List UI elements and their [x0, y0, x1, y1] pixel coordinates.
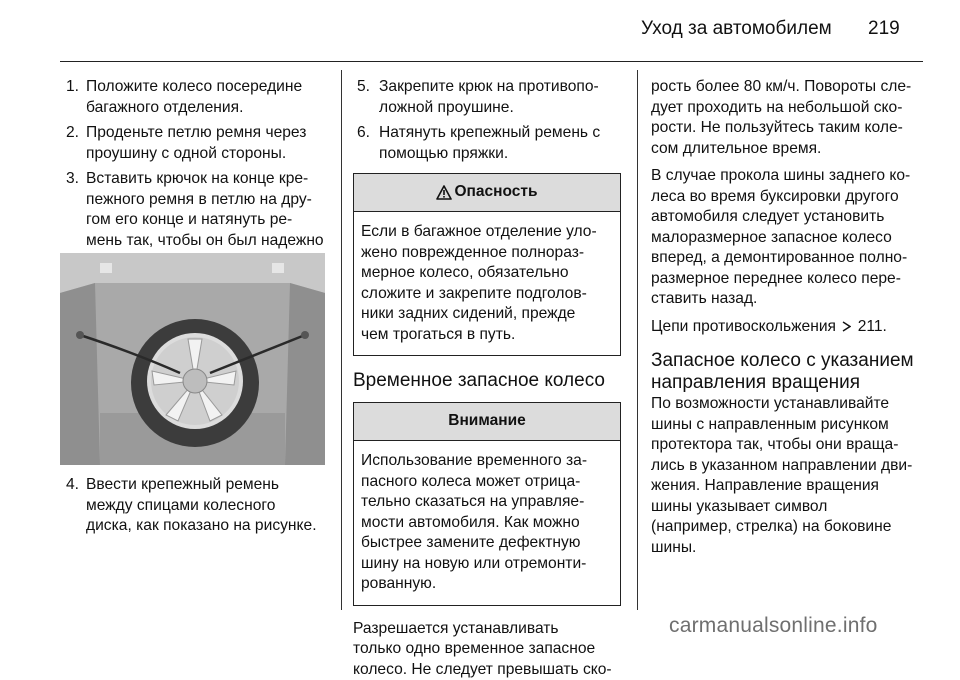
step-2 — [60, 123, 330, 164]
step-4 — [60, 475, 330, 537]
step-line: помощью пряжки. — [379, 144, 621, 165]
paragraph-line: В случае прокола шины заднего ко- — [651, 166, 923, 187]
step-line: мень так, чтобы он был надежно — [86, 231, 330, 252]
watermark: carmanualsonline.info — [669, 614, 878, 638]
box-line: рованную. — [361, 574, 613, 595]
trim-clip — [100, 263, 112, 273]
step-line: Натянуть крепежный ремень с — [379, 123, 621, 144]
step-line: Ввести крепежный ремень — [86, 475, 330, 496]
box-line: жено поврежденное полнораз- — [361, 243, 613, 264]
paragraph-line: шины. — [651, 538, 923, 559]
box-line: мерное колесо, обязательно — [361, 263, 613, 284]
box-line: Если в багажное отделение уло- — [361, 222, 613, 243]
box-line: чем трогаться в путь. — [361, 325, 613, 346]
step-number: 3. — [66, 169, 79, 190]
heading-line: направления вращения — [651, 372, 923, 394]
page-title: Уход за автомобилем — [641, 18, 832, 40]
paragraph-line: леса во время буксировки другого — [651, 187, 923, 208]
danger-box-header — [354, 174, 620, 212]
column-1-lower — [60, 475, 330, 537]
step-line: Закрепите крюк на противопо- — [379, 77, 621, 98]
speed-paragraph — [651, 77, 923, 159]
step-6 — [353, 123, 621, 164]
crossref-text: Цепи противоскольжения — [651, 318, 836, 335]
heading-line: Запасное колесо с указанием — [651, 350, 923, 372]
section-heading-directional-spare — [651, 350, 923, 394]
trunk-right-wall — [285, 283, 325, 465]
column-divider-1 — [341, 70, 342, 610]
step-line: Проденьте петлю ремня через — [86, 123, 330, 144]
paragraph-line: ставить назад. — [651, 289, 923, 310]
column-3 — [651, 77, 923, 558]
box-line: ники задних сидений, прежде — [361, 304, 613, 325]
paragraph-line: рость более 80 км/ч. Повороты сле- — [651, 77, 923, 98]
column-1 — [60, 77, 330, 272]
box-line: мости автомобиля. Как можно — [361, 513, 613, 534]
step-line: между спицами колесного — [86, 496, 330, 517]
directional-tyres-paragraph — [651, 394, 923, 558]
paragraph-line: протектора так, чтобы они враща- — [651, 435, 923, 456]
paragraph-line: Разрешается устанавливать — [353, 619, 621, 640]
caution-box-body — [354, 441, 620, 605]
caution-box — [353, 402, 621, 606]
paragraph-line: вперед, а демонтированное полно- — [651, 248, 923, 269]
step-line: проушину с одной стороны. — [86, 144, 330, 165]
step-number: 6. — [357, 123, 370, 144]
step-line: пежного ремня в петлю на дру- — [86, 190, 330, 211]
column-divider-2 — [637, 70, 638, 610]
paragraph-line: шины указывает символ — [651, 497, 923, 518]
warning-triangle-icon — [436, 185, 452, 200]
step-line: Вставить крючок на конце кре- — [86, 169, 330, 190]
box-line: сложите и закрепите подголов- — [361, 284, 613, 305]
box-line: шину на новую или отремонти- — [361, 554, 613, 575]
temporary-spare-paragraph — [353, 619, 621, 680]
step-line: диска, как показано на рисунке. — [86, 516, 330, 537]
paragraph-line: жения. Направление вращения — [651, 476, 923, 497]
snow-chains-crossref[interactable] — [651, 317, 923, 338]
arrow-reference-icon — [842, 321, 851, 332]
step-number: 1. — [66, 77, 79, 98]
paragraph-line: автомобиля следует установить — [651, 207, 923, 228]
lashing-eye — [76, 331, 84, 339]
box-line: Использование временного за- — [361, 451, 613, 472]
danger-box-body — [354, 212, 620, 355]
paragraph-line: только одно временное запасное — [353, 639, 621, 660]
paragraph-line: сом длительное время. — [651, 139, 923, 160]
paragraph-line: колесо. Не следует превышать ско- — [353, 660, 621, 680]
towing-paragraph — [651, 166, 923, 310]
lashing-eye — [301, 331, 309, 339]
trunk-left-wall — [60, 283, 100, 465]
step-number: 5. — [357, 77, 370, 98]
spare-wheel-photo — [60, 253, 325, 465]
step-number: 4. — [66, 475, 79, 496]
paragraph-line: размерное переднее колесо пере- — [651, 269, 923, 290]
paragraph-line: малоразмерное запасное колесо — [651, 228, 923, 249]
paragraph-line: рости. Не пользуйтесь таким коле- — [651, 118, 923, 139]
wheel-hub — [183, 369, 207, 393]
trim-clip — [272, 263, 284, 273]
paragraph-line: лись в указанном направлении дви- — [651, 456, 923, 477]
caution-box-header — [354, 403, 620, 441]
header-rule — [60, 61, 923, 62]
danger-box — [353, 173, 621, 356]
paragraph-line: дует проходить на небольшой ско- — [651, 98, 923, 119]
step-line: гом его конце и натянуть ре- — [86, 210, 330, 231]
step-number: 2. — [66, 123, 79, 144]
box-line: пасного колеса может отрица- — [361, 472, 613, 493]
caution-box-title: Внимание — [448, 411, 525, 432]
section-heading-temporary-spare: Временное запасное колесо — [353, 370, 621, 392]
paragraph-line: (например, стрелка) на боковине — [651, 517, 923, 538]
column-2 — [353, 77, 621, 680]
step-line: Положите колесо посередине — [86, 77, 330, 98]
step-5 — [353, 77, 621, 118]
box-line: быстрее замените дефектную — [361, 533, 613, 554]
step-1 — [60, 77, 330, 118]
paragraph-line: шины с направленным рисунком — [651, 415, 923, 436]
paragraph-line: По возможности устанавливайте — [651, 394, 923, 415]
danger-box-title: Опасность — [454, 182, 537, 203]
crossref-page: 211. — [858, 318, 887, 335]
box-line: тельно сказаться на управляе- — [361, 492, 613, 513]
page-number: 219 — [868, 18, 900, 40]
step-line: багажного отделения. — [86, 98, 330, 119]
step-line: ложной проушине. — [379, 98, 621, 119]
